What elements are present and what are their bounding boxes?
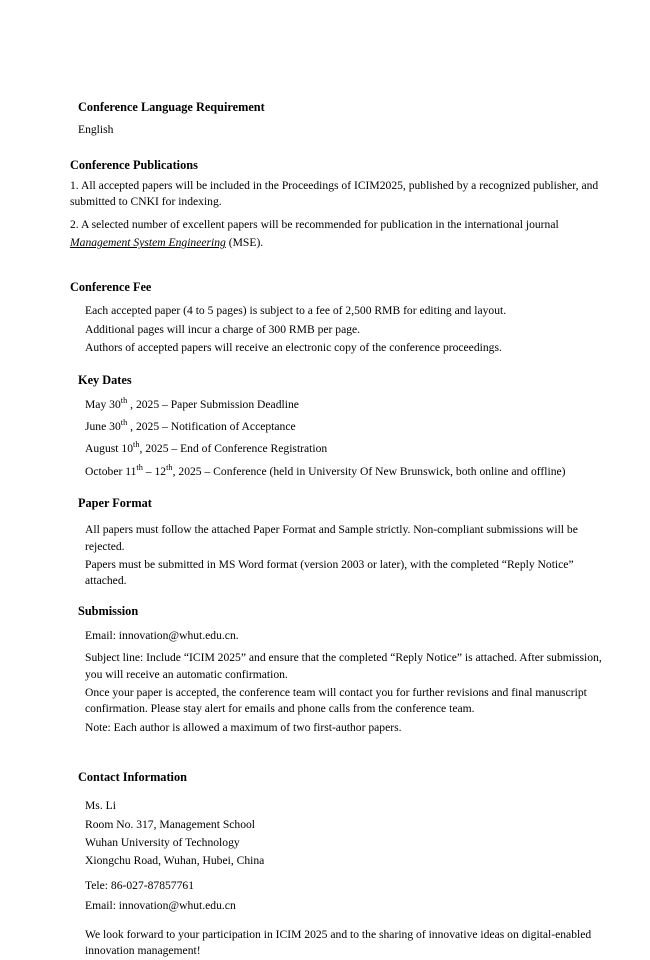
fee-line-1: Each accepted paper (4 to 5 pages) is subject to a fee of 2,500 RMB for editing and layout. (85, 304, 507, 318)
ordinal-suffix: th (133, 440, 140, 450)
journal-title: Management System Engineering (70, 236, 226, 250)
journal-abbrev: (MSE). (225, 236, 264, 250)
contact-telephone: Tele: 86-027-87857761 (85, 878, 194, 892)
section-heading-fee: Conference Fee (70, 279, 152, 294)
publications-item-1: 1. All accepted papers will be included in the Proceedings of ICIM2025, published by a recognized publisher, and submitted to CNKI for indexing. (70, 178, 599, 209)
fee-line-2: Additional pages will incur a charge of 300 RMB per page. (85, 322, 361, 336)
paper-format-line-2: Papers must be submitted in MS Word format (version 2003 or later), with the completed “Reply Notice” attached. (85, 558, 574, 588)
submission-email: Email: innovation@whut.edu.cn. (85, 628, 239, 642)
closing-statement: We look forward to your participation in ICIM 2025 and to the sharing of innovative ideas on digital-enabled innovation management! (85, 927, 592, 958)
ordinal-suffix: th (136, 463, 143, 473)
contact-address: Xiongchu Road, Wuhan, Hubei, China (85, 854, 265, 868)
ordinal-suffix: th (166, 463, 173, 473)
ordinal-suffix: th (120, 395, 128, 405)
section-heading-language: Conference Language Requirement (78, 100, 265, 114)
submission-line-1: Subject line: Include “ICIM 2025” and ensure that the completed “Reply Notice” is attached. After submission, you will receive an automatic confirmation. (85, 651, 602, 681)
key-date-item: August 10th, 2025 – End of Conference Registration (85, 440, 328, 456)
section-heading-contact: Contact Information (78, 770, 187, 785)
publications-journal-line (70, 235, 606, 251)
section-heading-paper-format: Paper Format (78, 496, 152, 511)
section-heading-submission: Submission (78, 603, 139, 618)
fee-line-3: Authors of accepted papers will receive an electronic copy of the conference proceedings. (85, 341, 502, 355)
submission-line-2: Once your paper is accepted, the conference team will contact you for further revisions and final manuscript confirmation. Please stay alert for emails and phone calls from the conference team. (85, 686, 587, 716)
submission-line-3: Note: Each author is allowed a maximum of two first-author papers. (85, 720, 402, 734)
paper-format-line-1: All papers must follow the attached Paper Format and Sample strictly. Non-compliant submissions will be rejected. (85, 523, 578, 553)
ordinal-suffix: th (120, 418, 128, 428)
key-date-item: June 30th , 2025 – Notification of Acceptance (85, 418, 296, 434)
key-date-item: October 11th – 12th, 2025 – Conference (held in University Of New Brunswick, both online and offline) (85, 463, 566, 478)
contact-email: Email: innovation@whut.edu.cn (85, 899, 236, 913)
key-date-item: May 30th , 2025 – Paper Submission Deadline (85, 395, 299, 411)
section-heading-key-dates: Key Dates (78, 372, 132, 387)
contact-room: Room No. 317, Management School (85, 817, 256, 831)
publications-item-2: 2. A selected number of excellent papers will be recommended for publication in the international journal (70, 217, 559, 231)
contact-university: Wuhan University of Technology (85, 836, 240, 850)
language-value: English (78, 122, 114, 136)
contact-name: Ms. Li (85, 799, 116, 813)
section-heading-publications: Conference Publications (70, 158, 198, 173)
